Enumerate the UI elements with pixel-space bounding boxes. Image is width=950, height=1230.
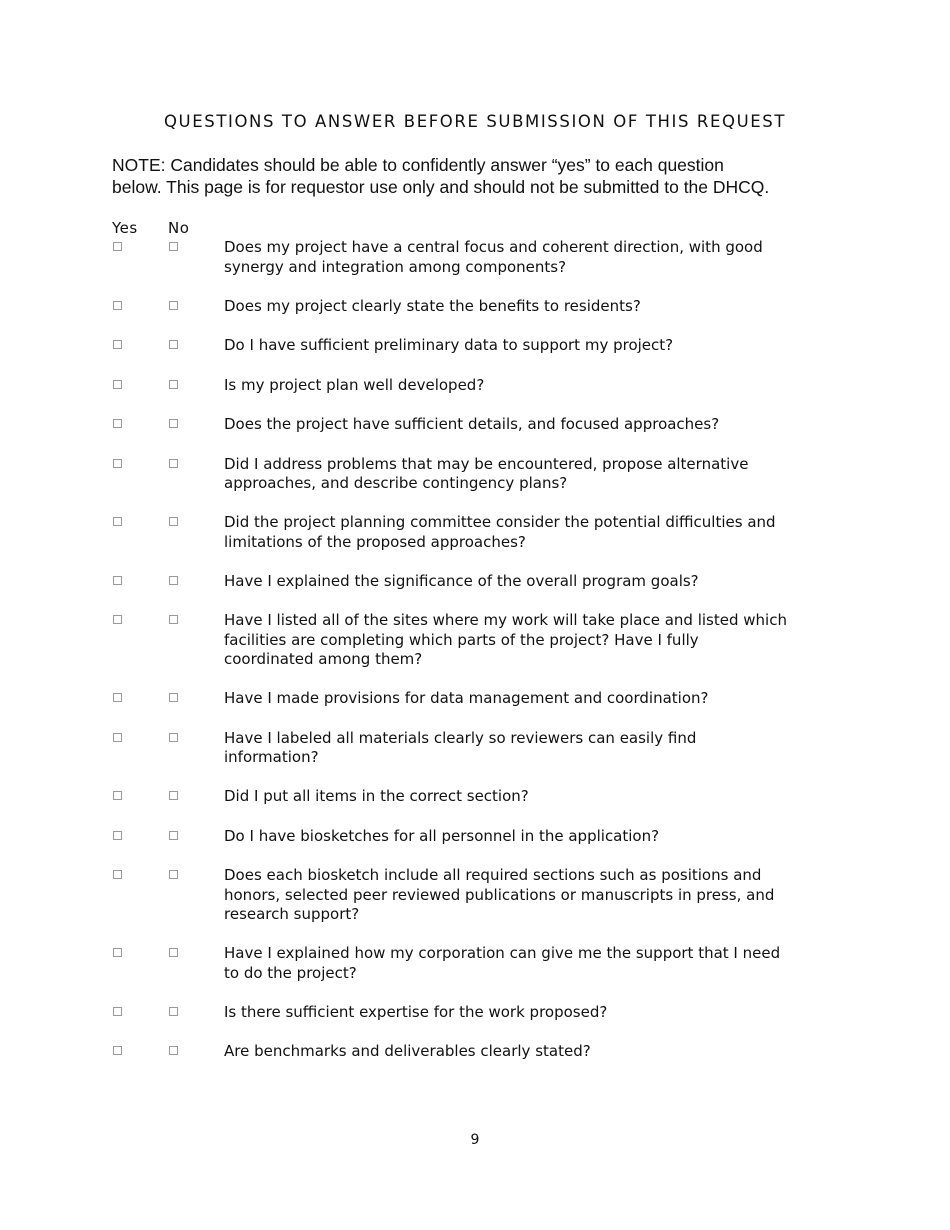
question-row — [112, 572, 812, 592]
yes-checkbox[interactable] — [113, 615, 122, 624]
question-row — [112, 336, 812, 356]
yes-checkbox[interactable] — [113, 733, 122, 742]
note-line-1: NOTE: Candidates should be able to confidently answer “yes” to each question — [112, 155, 724, 175]
question-row — [112, 455, 812, 494]
question-text-line: Does the project have sufficient details, and focused approaches? — [224, 415, 720, 433]
question-text-line: Are benchmarks and deliverables clearly stated? — [224, 1042, 591, 1060]
question-row — [112, 787, 812, 807]
yes-checkbox[interactable] — [113, 419, 122, 428]
question-row — [112, 513, 812, 552]
question-text-line: Is my project plan well developed? — [224, 375, 485, 394]
question-row — [112, 827, 812, 847]
question-text-line: Did the project planning committee consider the potential difficulties and — [224, 513, 776, 531]
yes-checkbox[interactable] — [113, 576, 122, 585]
question-text-line: Do I have sufficient preliminary data to support my project? — [224, 336, 674, 354]
no-checkbox[interactable] — [169, 301, 178, 310]
question-text — [224, 455, 794, 494]
question-text-line: Have I listed all of the sites where my work will take place and listed which — [224, 611, 787, 629]
note-line-2: below. This page is for requestor use only and should not be submitted to the DHCQ. — [112, 177, 770, 197]
question-text-line: Did I address problems that may be encountered, propose alternative — [224, 454, 749, 473]
no-checkbox[interactable] — [169, 870, 178, 879]
question-text — [224, 827, 794, 847]
question-text — [224, 689, 794, 709]
question-text-line: Have I made provisions for data management and coordination? — [224, 689, 709, 707]
page-number: 9 — [470, 1132, 480, 1148]
no-checkbox[interactable] — [169, 340, 178, 349]
no-checkbox[interactable] — [169, 242, 178, 251]
question-text — [224, 336, 794, 356]
question-text — [224, 415, 794, 435]
question-text-line: Does my project clearly state the benefits to residents? — [224, 296, 641, 315]
question-text-line: synergy and integration among components? — [224, 257, 567, 276]
yes-checkbox[interactable] — [113, 301, 122, 310]
question-row — [112, 1003, 812, 1023]
question-text-line: Does each biosketch include all required sections such as positions and — [224, 866, 762, 884]
page-title: QUESTIONS TO ANSWER BEFORE SUBMISSION OF THIS REQUEST — [163, 112, 787, 131]
no-checkbox[interactable] — [169, 380, 178, 389]
question-text — [224, 1042, 794, 1062]
question-text — [224, 866, 794, 925]
question-text-line: research support? — [224, 905, 360, 923]
no-checkbox[interactable] — [169, 693, 178, 702]
yes-checkbox[interactable] — [113, 831, 122, 840]
question-text-line: coordinated among them? — [224, 650, 423, 668]
no-checkbox[interactable] — [169, 419, 178, 428]
yes-checkbox[interactable] — [113, 459, 122, 468]
no-checkbox[interactable] — [169, 459, 178, 468]
question-text — [224, 513, 794, 552]
no-checkbox[interactable] — [169, 948, 178, 957]
yes-checkbox[interactable] — [113, 340, 122, 349]
question-row — [112, 376, 812, 396]
question-text — [224, 944, 794, 983]
question-row — [112, 866, 812, 925]
yes-checkbox[interactable] — [113, 517, 122, 526]
yes-checkbox[interactable] — [113, 1007, 122, 1016]
question-text — [224, 787, 794, 807]
question-text-line: Do I have biosketches for all personnel in the application? — [224, 826, 660, 845]
question-row — [112, 689, 812, 709]
question-row — [112, 1042, 812, 1062]
question-text-line: information? — [224, 748, 319, 766]
no-column-header: No — [168, 219, 190, 237]
question-text-line: approaches, and describe contingency plans? — [224, 474, 568, 492]
question-row — [112, 944, 812, 983]
question-text — [224, 376, 794, 396]
question-row — [112, 611, 812, 670]
question-row — [112, 238, 812, 277]
yes-checkbox[interactable] — [113, 791, 122, 800]
yes-checkbox[interactable] — [113, 242, 122, 251]
question-text-line: to do the project? — [224, 963, 357, 982]
yes-column-header: Yes — [112, 219, 138, 237]
question-list — [112, 238, 812, 1082]
yes-checkbox[interactable] — [113, 693, 122, 702]
question-row — [112, 729, 812, 768]
question-text — [224, 1003, 794, 1023]
no-checkbox[interactable] — [169, 791, 178, 800]
question-text-line: Is there sufficient expertise for the work proposed? — [224, 1002, 608, 1021]
no-checkbox[interactable] — [169, 1007, 178, 1016]
no-checkbox[interactable] — [169, 1046, 178, 1055]
no-checkbox[interactable] — [169, 733, 178, 742]
question-text-line: Have I explained the significance of the overall program goals? — [224, 571, 699, 590]
no-checkbox[interactable] — [169, 615, 178, 624]
question-text-line: facilities are completing which parts of the project? Have I fully — [224, 630, 699, 649]
yes-checkbox[interactable] — [113, 948, 122, 957]
question-text — [224, 572, 794, 592]
no-checkbox[interactable] — [169, 831, 178, 840]
question-text-line: Have I labeled all materials clearly so reviewers can easily find — [224, 728, 697, 747]
question-row — [112, 415, 812, 435]
yes-checkbox[interactable] — [113, 380, 122, 389]
question-text — [224, 729, 794, 768]
yes-checkbox[interactable] — [113, 870, 122, 879]
question-text-line: Have I explained how my corporation can give me the support that I need — [224, 944, 781, 962]
question-text — [224, 611, 794, 670]
question-text-line: honors, selected peer reviewed publications or manuscripts in press, and — [224, 885, 775, 904]
question-text-line: limitations of the proposed approaches? — [224, 532, 526, 551]
note-paragraph — [112, 154, 842, 198]
question-text-line: Does my project have a central focus and coherent direction, with good — [224, 238, 763, 256]
no-checkbox[interactable] — [169, 517, 178, 526]
question-text-line: Did I put all items in the correct section? — [224, 787, 529, 805]
yes-checkbox[interactable] — [113, 1046, 122, 1055]
question-text — [224, 238, 794, 277]
question-row — [112, 297, 812, 317]
question-text — [224, 297, 794, 317]
no-checkbox[interactable] — [169, 576, 178, 585]
